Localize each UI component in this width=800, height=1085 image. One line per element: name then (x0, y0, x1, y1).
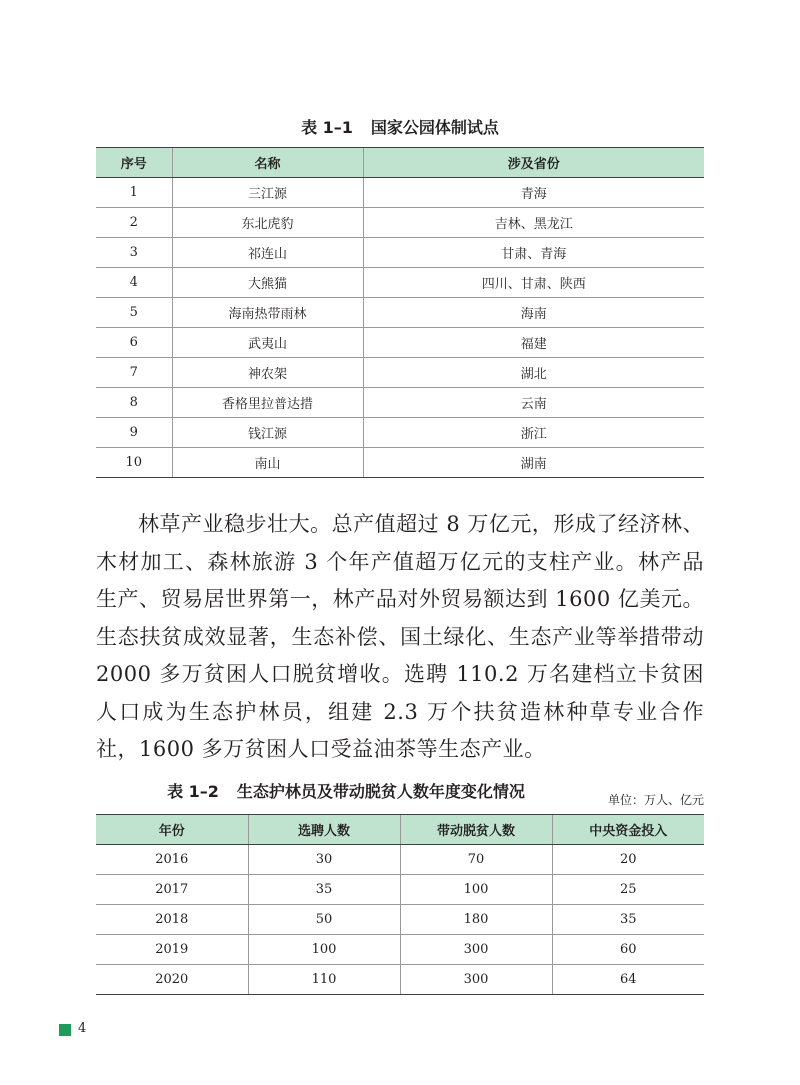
table-cell: 神农架 (172, 358, 363, 388)
body-text (96, 506, 704, 769)
table1-caption (0, 115, 800, 138)
table-cell: 浙江 (363, 418, 704, 448)
table-cell: 2019 (96, 935, 248, 965)
table2-title: 生态护林员及带动脱贫人数年度变化情况 (236, 782, 525, 801)
table-cell: 2020 (96, 965, 248, 995)
table-cell: 9 (96, 418, 172, 448)
table-row (96, 388, 704, 418)
table-cell: 钱江源 (172, 418, 363, 448)
table-row (96, 418, 704, 448)
column-header: 带动脱贫人数 (400, 815, 552, 845)
table-cell: 3 (96, 238, 172, 268)
column-header: 年份 (96, 815, 248, 845)
table-cell: 4 (96, 268, 172, 298)
table2-number: 表 1–2 (167, 782, 219, 801)
table-cell: 100 (248, 935, 400, 965)
table-cell: 64 (552, 965, 704, 995)
table1-number: 表 1–1 (301, 118, 353, 137)
table-row (96, 905, 704, 935)
table-cell: 25 (552, 875, 704, 905)
table-cell: 四川、甘肃、陕西 (363, 268, 704, 298)
table-row (96, 178, 704, 208)
table-cell: 10 (96, 448, 172, 478)
table-cell: 香格里拉普达措 (172, 388, 363, 418)
table-cell: 2 (96, 208, 172, 238)
national-park-pilot-table (96, 147, 704, 478)
table-cell: 海南 (363, 298, 704, 328)
table-cell: 湖南 (363, 448, 704, 478)
table-row (96, 238, 704, 268)
table-row (96, 298, 704, 328)
column-header: 选聘人数 (248, 815, 400, 845)
forest-ranger-table (96, 814, 704, 995)
table-cell: 2017 (96, 875, 248, 905)
table-cell: 300 (400, 965, 552, 995)
table-row (96, 935, 704, 965)
table-cell: 300 (400, 935, 552, 965)
table-cell: 6 (96, 328, 172, 358)
table-cell: 南山 (172, 448, 363, 478)
table-cell: 三江源 (172, 178, 363, 208)
table-cell: 35 (552, 905, 704, 935)
table-cell: 60 (552, 935, 704, 965)
table-cell: 东北虎豹 (172, 208, 363, 238)
column-header: 名称 (172, 148, 363, 178)
table-cell: 湖北 (363, 358, 704, 388)
table-cell: 100 (400, 875, 552, 905)
table-row (96, 208, 704, 238)
table-row (96, 358, 704, 388)
table-header-row (96, 148, 704, 178)
page-number: 4 (78, 1021, 87, 1036)
paragraph: 林草产业稳步壮大。总产值超过 8 万亿元，形成了经济林、木材加工、森林旅游 3 个年产值超万亿元的支柱产业。林产品生产、贸易居世界第一，林产品对外贸易额达到 1600 亿美元。生态扶贫成效显著，生态补偿、国土绿化、生态产业等举措带动 2000 多万贫困人口脱贫增收。选聘 110.2 万名建档立卡贫困人口成为生态护林员，组建 2.3 万个扶贫造林种草专业合作社，1600 多万贫困人口受益油茶等生态产业。 (96, 512, 704, 761)
table-cell: 青海 (363, 178, 704, 208)
table-cell: 20 (552, 845, 704, 875)
table-row (96, 268, 704, 298)
column-header: 中央资金投入 (552, 815, 704, 845)
table-cell: 云南 (363, 388, 704, 418)
table-row (96, 965, 704, 995)
table-cell: 2018 (96, 905, 248, 935)
table-row (96, 448, 704, 478)
table-cell: 大熊猫 (172, 268, 363, 298)
column-header: 涉及省份 (363, 148, 704, 178)
table-cell: 5 (96, 298, 172, 328)
table-cell: 7 (96, 358, 172, 388)
table-cell: 祁连山 (172, 238, 363, 268)
table-cell: 福建 (363, 328, 704, 358)
table1-title: 国家公园体制试点 (370, 118, 499, 137)
table-cell: 50 (248, 905, 400, 935)
table-cell: 8 (96, 388, 172, 418)
table-cell: 30 (248, 845, 400, 875)
column-header: 序号 (96, 148, 172, 178)
table-cell: 1 (96, 178, 172, 208)
table-cell: 武夷山 (172, 328, 363, 358)
table-row (96, 845, 704, 875)
table-cell: 110 (248, 965, 400, 995)
table-cell: 35 (248, 875, 400, 905)
table-cell: 吉林、黑龙江 (363, 208, 704, 238)
table-header-row (96, 815, 704, 845)
table-cell: 甘肃、青海 (363, 238, 704, 268)
table-cell: 70 (400, 845, 552, 875)
table-cell: 海南热带雨林 (172, 298, 363, 328)
table-row (96, 328, 704, 358)
table-row (96, 875, 704, 905)
table2-unit: 单位：万人、亿元 (607, 793, 704, 807)
table2-caption (96, 779, 596, 802)
page-marker-square (59, 1024, 71, 1036)
table-cell: 180 (400, 905, 552, 935)
table-cell: 2016 (96, 845, 248, 875)
